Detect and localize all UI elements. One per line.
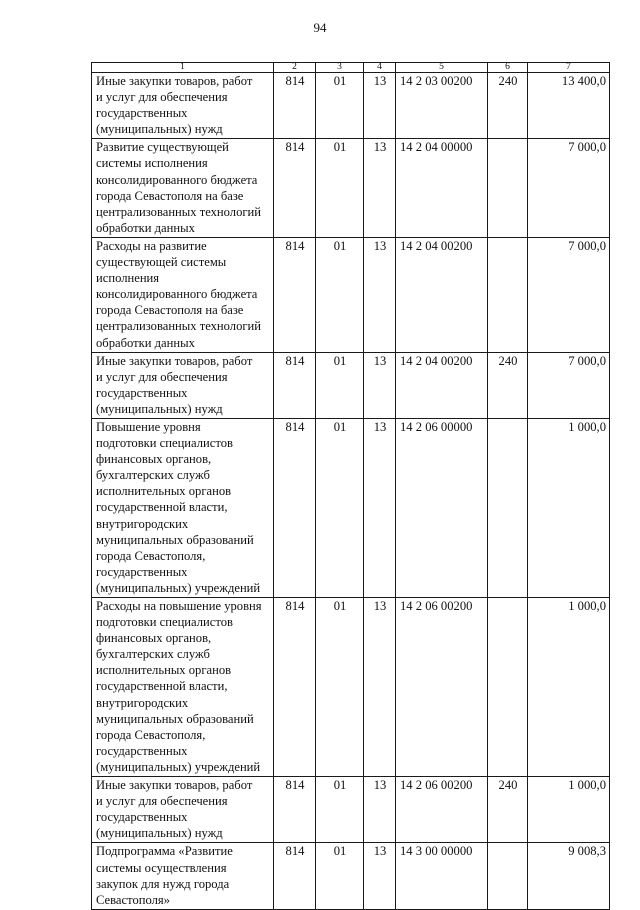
item-name [92, 237, 274, 352]
item-name-line: Иные закупки товаров, работ [96, 74, 253, 88]
item-name [92, 598, 274, 777]
item-name-line: централизованных технологий [96, 319, 262, 334]
item-name-line: системы осуществления [96, 860, 227, 875]
item-name-line: и услуг для обеспечения [96, 794, 228, 809]
subsection-code: 13 [364, 843, 396, 909]
item-name-line: Подпрограмма «Развитие [96, 844, 233, 859]
expense-type-code [488, 139, 528, 238]
subsection-code: 13 [364, 777, 396, 843]
ministry-code: 814 [274, 777, 316, 843]
section-code: 01 [316, 418, 364, 597]
item-name-line: Развитие существующей [96, 140, 229, 155]
item-name-line: муниципальных образований [96, 711, 254, 726]
item-name-line: государственной власти, [96, 679, 228, 694]
section-code: 01 [316, 598, 364, 777]
section-code: 01 [316, 777, 364, 843]
item-name-line: бухгалтерских служб [96, 647, 210, 662]
item-name-line: Расходы на повышение уровня [96, 599, 262, 613]
ministry-code: 814 [274, 418, 316, 597]
item-name-line: консолидированного бюджета [96, 172, 258, 187]
column-number-6: 6 [488, 63, 528, 73]
table-row [92, 237, 610, 352]
item-name-line: внутригородских [96, 516, 189, 531]
ministry-code: 814 [274, 352, 316, 418]
target-article-code: 14 2 06 00200 [396, 598, 488, 777]
item-name-line: исполнения [96, 271, 160, 286]
item-name-line: государственной власти, [96, 500, 228, 515]
table-row [92, 418, 610, 597]
item-name-line: города Севастополя на базе [96, 188, 244, 203]
section-code: 01 [316, 73, 364, 139]
amount: 1 000,0 [528, 598, 610, 777]
ministry-code: 814 [274, 598, 316, 777]
item-name-line: города Севастополя, [96, 548, 206, 563]
table-row [92, 843, 610, 909]
item-name-line: централизованных технологий [96, 204, 262, 219]
amount: 13 400,0 [528, 73, 610, 139]
item-name-line: финансовых органов, [96, 631, 212, 646]
expense-type-code [488, 843, 528, 909]
target-article-code: 14 2 06 00000 [396, 418, 488, 597]
item-name-line: муниципальных образований [96, 532, 254, 547]
item-name [92, 352, 274, 418]
column-number-5: 5 [396, 63, 488, 73]
page-number: 94 [313, 20, 327, 35]
item-name [92, 73, 274, 139]
target-article-code: 14 2 04 00200 [396, 237, 488, 352]
item-name-line: (муниципальных) нужд [96, 826, 223, 841]
column-number-3: 3 [316, 63, 364, 73]
ministry-code: 814 [274, 73, 316, 139]
table-body [92, 73, 610, 910]
item-name-line: (муниципальных) учреждений [96, 580, 261, 595]
item-name-line: Иные закупки товаров, работ [96, 778, 253, 793]
target-article-code: 14 2 06 00200 [396, 777, 488, 843]
item-name [92, 139, 274, 238]
subsection-code: 13 [364, 352, 396, 418]
section-code: 01 [316, 237, 364, 352]
item-name-line: и услуг для обеспечения [96, 90, 228, 105]
expense-type-code: 240 [488, 352, 528, 418]
column-number-row [92, 63, 610, 73]
amount: 1 000,0 [528, 418, 610, 597]
item-name-line: Расходы на развитие [96, 238, 207, 253]
amount: 9 008,3 [528, 843, 610, 909]
item-name [92, 843, 274, 909]
item-name-line: города Севастополя на базе [96, 303, 244, 318]
column-number-4: 4 [364, 63, 396, 73]
item-name-line: государственных [96, 810, 188, 825]
item-name-line: подготовки специалистов [96, 615, 233, 630]
column-number-7: 7 [528, 63, 610, 73]
target-article-code: 14 2 04 00000 [396, 139, 488, 238]
section-code: 01 [316, 352, 364, 418]
subsection-code: 13 [364, 139, 396, 238]
item-name-line: Севастополя» [96, 892, 170, 907]
table-row [92, 139, 610, 238]
expense-type-code [488, 237, 528, 352]
subsection-code: 13 [364, 418, 396, 597]
item-name-line: города Севастополя, [96, 727, 206, 742]
subsection-code: 13 [364, 237, 396, 352]
item-name [92, 777, 274, 843]
item-name-line: (муниципальных) учреждений [96, 759, 261, 774]
item-name-line: обработки данных [96, 220, 195, 235]
column-number-1: 1 [92, 63, 274, 73]
target-article-code: 14 3 00 00000 [396, 843, 488, 909]
table-row [92, 73, 610, 139]
item-name-line: Повышение уровня [96, 419, 201, 434]
target-article-code: 14 2 04 00200 [396, 352, 488, 418]
subsection-code: 13 [364, 73, 396, 139]
column-number-2: 2 [274, 63, 316, 73]
item-name-line: государственных [96, 743, 188, 758]
amount: 7 000,0 [528, 237, 610, 352]
table-header [92, 63, 610, 73]
item-name-line: государственных [96, 385, 188, 400]
table-row [92, 777, 610, 843]
expense-type-code [488, 418, 528, 597]
expense-type-code [488, 598, 528, 777]
item-name-line: системы исполнения [96, 156, 208, 171]
item-name-line: (муниципальных) нужд [96, 401, 223, 416]
expense-type-code: 240 [488, 777, 528, 843]
amount: 7 000,0 [528, 352, 610, 418]
section-code: 01 [316, 139, 364, 238]
ministry-code: 814 [274, 843, 316, 909]
item-name-line: подготовки специалистов [96, 436, 233, 451]
item-name-line: закупок для нужд города [96, 876, 230, 891]
table-row [92, 352, 610, 418]
item-name-line: Иные закупки товаров, работ [96, 353, 253, 368]
item-name-line: государственных [96, 564, 188, 579]
item-name-line: существующей системы [96, 255, 227, 270]
section-code: 01 [316, 843, 364, 909]
item-name-line: финансовых органов, [96, 452, 212, 467]
item-name-line: государственных [96, 106, 188, 121]
item-name-line: (муниципальных) нужд [96, 122, 223, 137]
item-name-line: и услуг для обеспечения [96, 369, 228, 384]
ministry-code: 814 [274, 237, 316, 352]
table-row [92, 598, 610, 777]
budget-table [91, 62, 610, 910]
subsection-code: 13 [364, 598, 396, 777]
item-name-line: внутригородских [96, 695, 189, 710]
item-name-line: бухгалтерских служб [96, 468, 210, 483]
item-name-line: консолидированного бюджета [96, 287, 258, 302]
item-name-line: исполнительных органов [96, 484, 232, 499]
amount: 1 000,0 [528, 777, 610, 843]
ministry-code: 814 [274, 139, 316, 238]
target-article-code: 14 2 03 00200 [396, 73, 488, 139]
item-name [92, 418, 274, 597]
item-name-line: обработки данных [96, 335, 195, 350]
amount: 7 000,0 [528, 139, 610, 238]
expense-type-code: 240 [488, 73, 528, 139]
item-name-line: исполнительных органов [96, 663, 232, 678]
